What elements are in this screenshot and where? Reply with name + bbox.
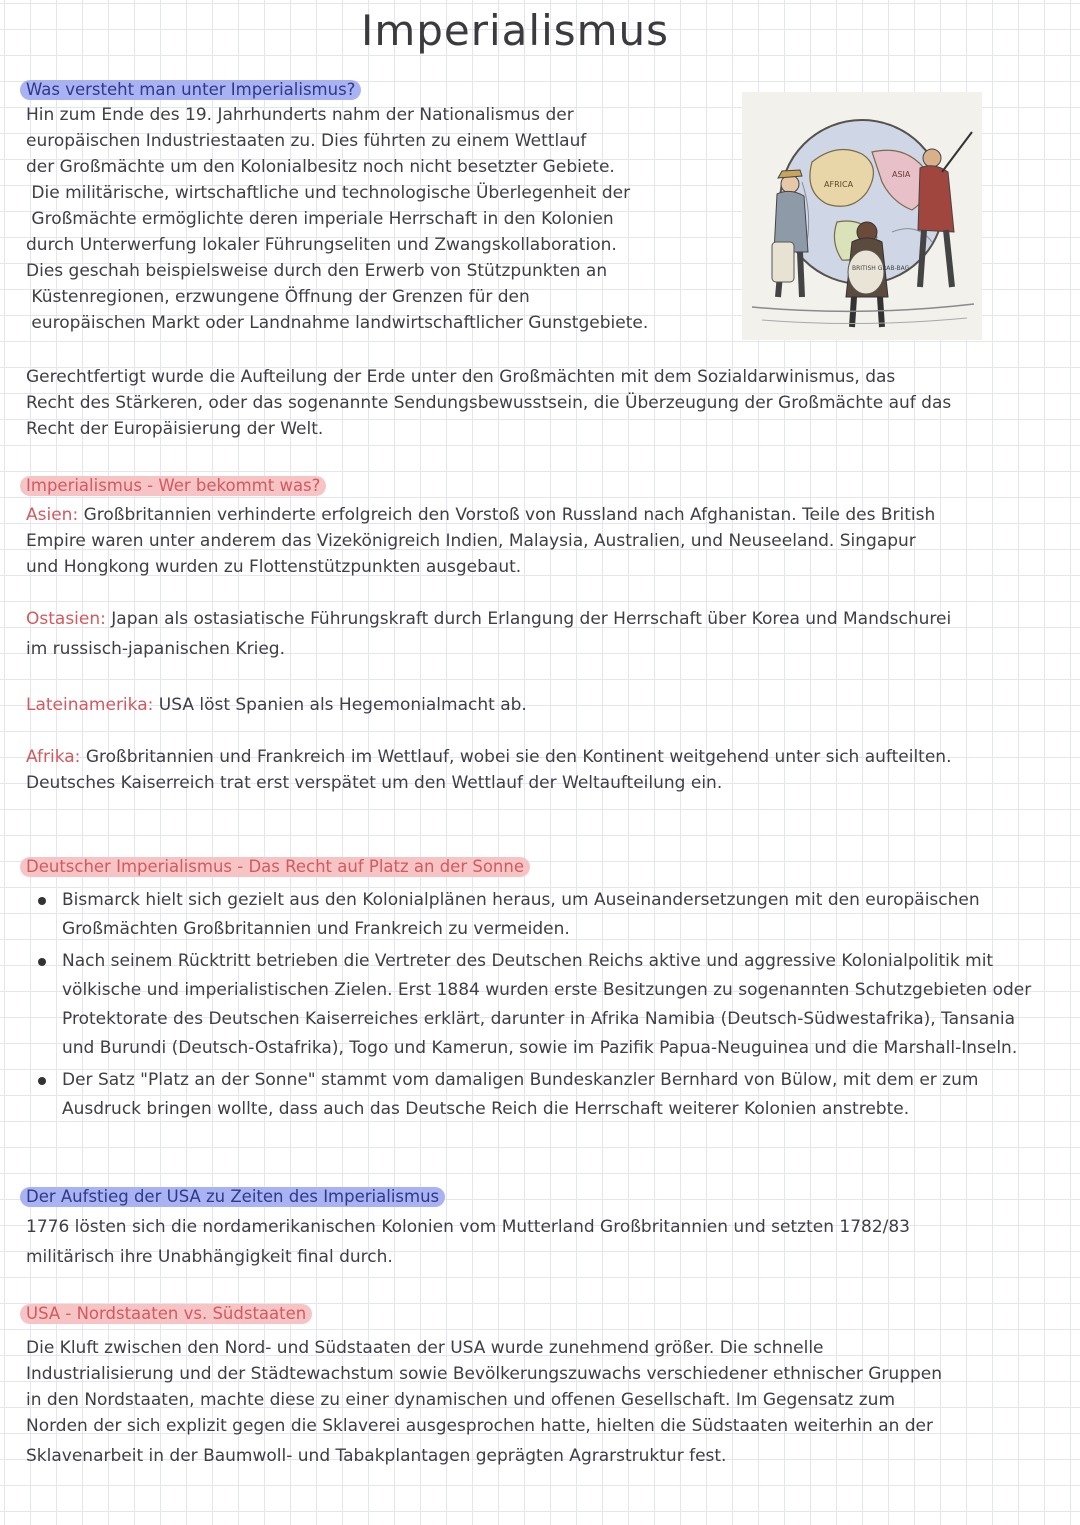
region-label-ostasien: Ostasien: [26, 609, 106, 629]
east-asia-paragraph [26, 606, 951, 662]
text-line: Dies geschah beispielsweise durch den Erwerb von Stützpunkten an [26, 261, 608, 281]
text-line: Norden der sich explizit gegen die Sklaverei ausgesprochen hatte, hielten die Südstaaten weiterhin an der [26, 1416, 934, 1436]
bag-label: BRITISH GRAB-BAG [852, 265, 910, 272]
justification-paragraph [26, 364, 951, 442]
definition-paragraph [26, 102, 648, 336]
list-item [26, 947, 1036, 1063]
text-line: Empire waren unter anderem das Vizekönigreich Indien, Malaysia, Australien, und Neuseeland. Singapur [26, 531, 916, 551]
text-line [26, 606, 951, 632]
list-item-text: Der Satz "Platz an der Sonne" stammt vom damaligen Bundeskanzler Bernhard von Bülow, mit dem er zum Ausdruck bringen wollte, dass auch das Deutsche Reich die Herrschaft weiterer Kolonien anstrebte. [62, 1070, 979, 1119]
text-line [26, 692, 527, 718]
heading-rise-of-usa: Der Aufstieg der USA zu Zeiten des Imperialismus [20, 1187, 445, 1207]
usa-rise-paragraph [26, 1214, 910, 1270]
list-item [26, 1066, 1036, 1124]
map-label: ASIA [892, 170, 911, 179]
region-label-lateinamerika: Lateinamerika: [26, 695, 154, 715]
text-line: Hin zum Ende des 19. Jahrhunderts nahm der Nationalismus der [26, 105, 574, 125]
text-fragment: Großbritannien verhinderte erfolgreich den Vorstoß von Russland nach Afghanistan. Teile des British [78, 505, 936, 525]
region-label-afrika: Afrika: [26, 747, 81, 767]
text-line: im russisch-japanischen Krieg. [26, 639, 285, 659]
text-line: durch Unterwerfung lokaler Führungseliten und Zwangskollaboration. [26, 235, 617, 255]
imperialism-cartoon-illustration [742, 92, 982, 340]
heading-who-gets-what: Imperialismus - Wer bekommt was? [20, 476, 326, 496]
text-fragment: Japan als ostasiatische Führungskraft durch Erlangung der Herrschaft über Korea und Mandschurei [105, 609, 952, 629]
text-line [26, 502, 935, 528]
asia-paragraph [26, 502, 935, 580]
text-line: Industrialisierung und der Städtewachstum sowie Bevölkerungszuwachs verschiedener ethnischer Gruppen [26, 1364, 942, 1384]
heading-north-vs-south: USA - Nordstaaten vs. Südstaaten [20, 1304, 312, 1324]
list-item-text: Nach seinem Rücktritt betrieben die Vertreter des Deutschen Reichs aktive und aggressive Kolonialpolitik mit völkische und imperialistischen Zielen. Erst 1884 wurden erste Besitzungen zu sogenannten Schutzgebieten oder Protektorate des Deutschen Kaiserreiches erklärt, darunter in Afrika Namibia (Deutsch-Südwestafrika), Tansania und Burundi (Deutsch-Ostafrika), Togo und Kamerun, sowie im Pazifik Papua-Neuguinea und die Marshall-Inseln. [62, 951, 1032, 1058]
text-line: Die militärische, wirtschaftliche und technologische Überlegenheit der [26, 183, 631, 203]
text-line: Die Kluft zwischen den Nord- und Südstaaten der USA wurde zunehmend größer. Die schnelle [26, 1338, 824, 1358]
africa-paragraph [26, 744, 951, 796]
region-label-asien: Asien: [26, 505, 79, 525]
list-item-text: Bismarck hielt sich gezielt aus den Kolonialplänen heraus, um Auseinandersetzungen mit den europäischen Großmächten Großbritannien und Frankreich zu vermeiden. [62, 890, 980, 939]
text-line: europäischen Markt oder Landnahme landwirtschaftlicher Gunstgebiete. [26, 313, 649, 333]
text-line: militärisch ihre Unabhängigkeit final durch. [26, 1247, 393, 1267]
text-line: Großmächte ermöglichte deren imperiale Herrschaft in den Kolonien [26, 209, 614, 229]
text-fragment: USA löst Spanien als Hegemonialmacht ab. [153, 695, 527, 715]
heading-imperialism-definition: Was versteht man unter Imperialismus? [20, 80, 361, 100]
heading-german-imperialism: Deutscher Imperialismus - Das Recht auf Platz an der Sonne [20, 857, 530, 877]
text-line: Gerechtfertigt wurde die Aufteilung der Erde unter den Großmächten mit dem Sozialdarwinismus, das [26, 367, 896, 387]
text-line: Sklavenarbeit in der Baumwoll- und Tabakplantagen geprägten Agrarstruktur fest. [26, 1446, 727, 1466]
text-line: und Hongkong wurden zu Flottenstützpunkten ausgebaut. [26, 557, 522, 577]
text-line: 1776 lösten sich die nordamerikanischen Kolonien vom Mutterland Großbritannien und setzten 1782/83 [26, 1217, 910, 1237]
bullet-icon [38, 897, 46, 905]
text-fragment: Großbritannien und Frankreich im Wettlauf, wobei sie den Kontinent weitgehend unter sich aufteilten. [80, 747, 952, 767]
text-line: in den Nordstaaten, machte diese zu einer dynamischen und offenen Gesellschaft. Im Gegensatz zum [26, 1390, 896, 1410]
north-south-paragraph [26, 1335, 942, 1469]
text-line: Küstenregionen, erzwungene Öffnung der Grenzen für den [26, 287, 530, 307]
page-title: Imperialismus [360, 6, 670, 55]
bullet-icon [38, 1077, 46, 1085]
text-line: der Großmächte um den Kolonialbesitz noch nicht besetzter Gebiete. [26, 157, 615, 177]
german-imperialism-list [26, 886, 1036, 1127]
latin-america-paragraph [26, 692, 527, 718]
map-label: AFRICA [824, 180, 854, 189]
text-line [26, 744, 951, 770]
text-line: Recht des Stärkeren, oder das sogenannte Sendungsbewusstsein, die Überzeugung der Großmächte auf das [26, 393, 952, 413]
list-item [26, 886, 1036, 944]
text-line: Recht der Europäisierung der Welt. [26, 419, 324, 439]
text-line: Deutsches Kaiserreich trat erst verspätet um den Wettlauf der Weltaufteilung ein. [26, 773, 723, 793]
bullet-icon [38, 958, 46, 966]
text-line: europäischen Industriestaaten zu. Dies führten zu einem Wettlauf [26, 131, 587, 151]
